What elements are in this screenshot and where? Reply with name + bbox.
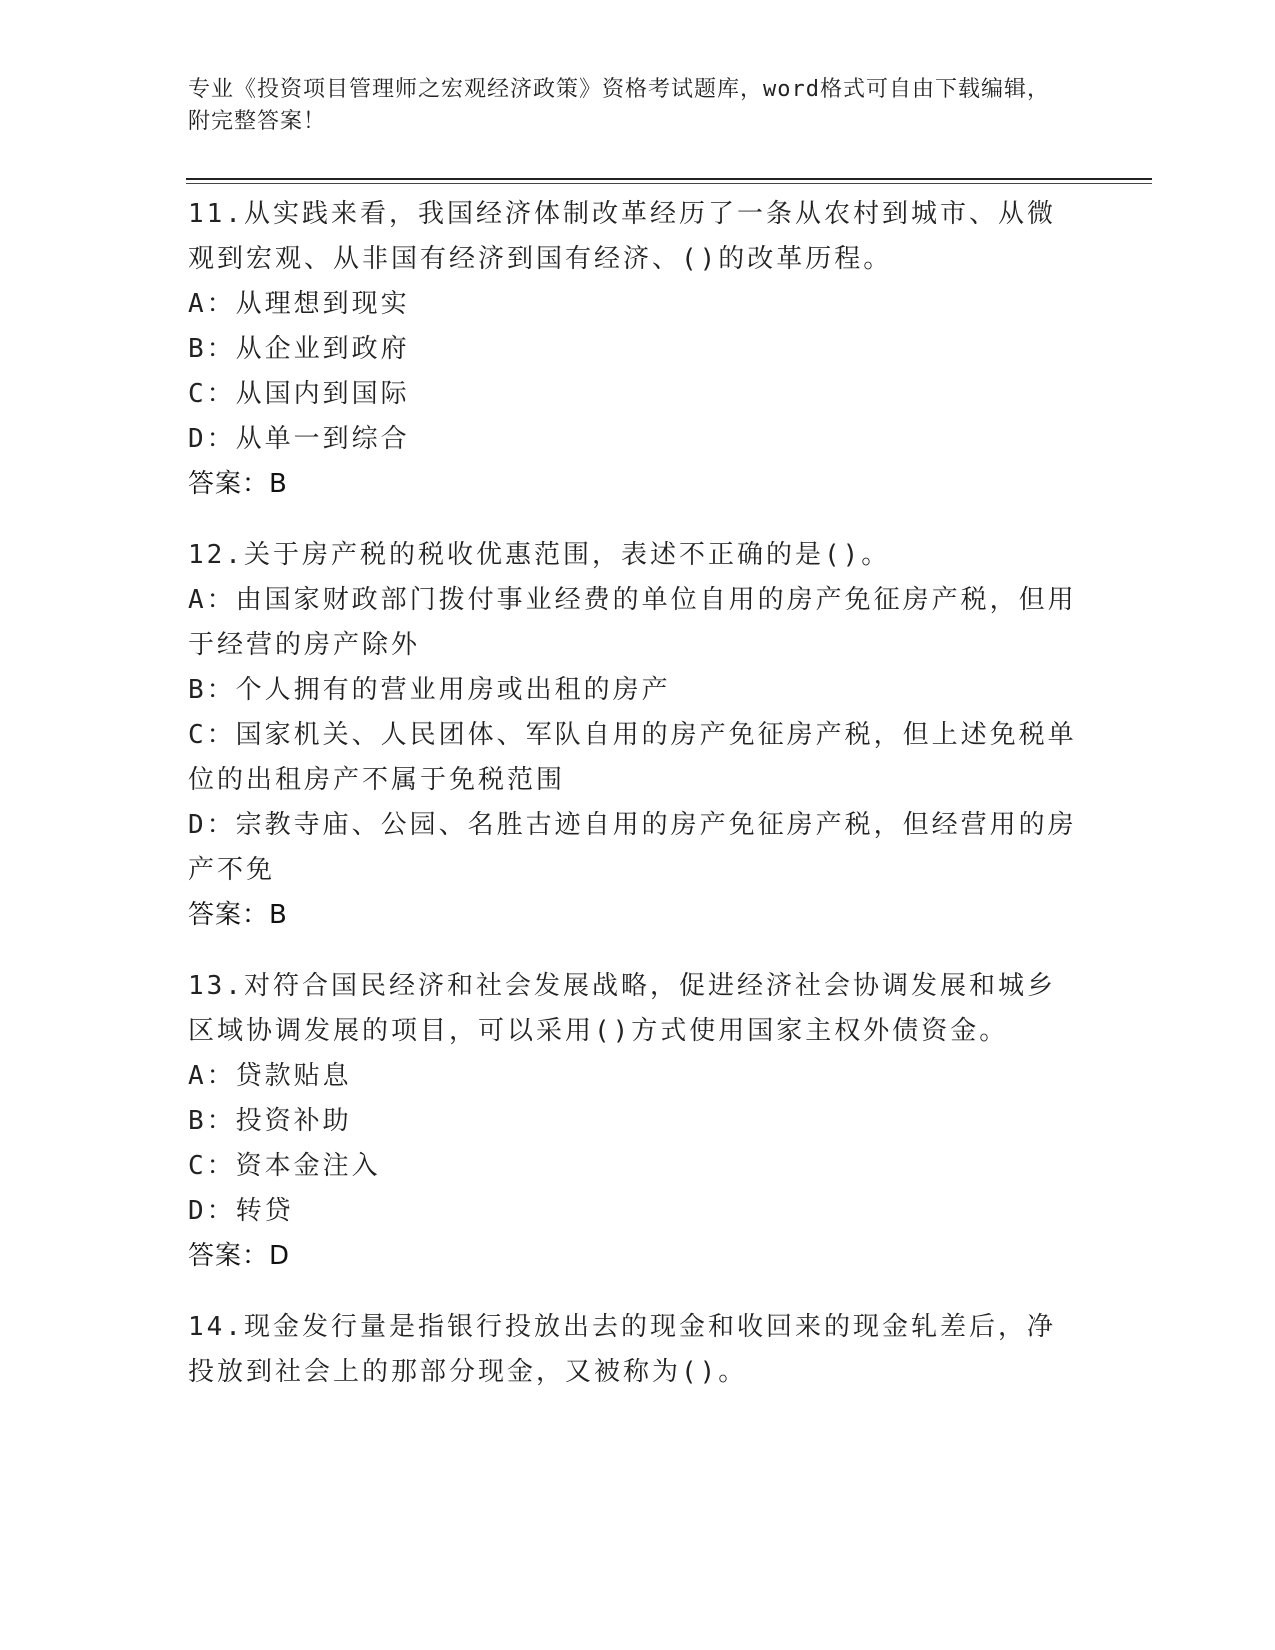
option-d: D：从单一到综合 [188,424,410,454]
question-11 [188,192,1078,507]
question-13 [188,964,1078,1279]
option-b: B：投资补助 [188,1106,352,1136]
option-b: B：从企业到政府 [188,334,410,364]
answer-line: 答案：B [188,900,288,930]
question-stem: 11.从实践来看，我国经济体制改革经历了一条从农村到城市、从微观到宏观、从非国有经济到国有经济、()的改革历程。 [188,199,1056,274]
question-stem: 12.关于房产税的税收优惠范围，表述不正确的是()。 [188,540,891,570]
option-b: B：个人拥有的营业用房或出租的房产 [188,675,671,705]
answer-line: 答案：B [188,469,288,499]
header-divider-thin [186,183,1152,184]
option-d: D：宗教寺庙、公园、名胜古迹自用的房产免征房产税，但经营用的房产不免 [188,810,1077,885]
option-c: C：从国内到国际 [188,379,410,409]
option-a: A：贷款贴息 [188,1061,352,1091]
option-c: C：资本金注入 [188,1151,381,1181]
document-header: 专业《投资项目管理师之宏观经济政策》资格考试题库，word格式可自由下载编辑，附完整答案！ [188,77,1050,134]
header-divider-thick [186,178,1152,180]
option-a: A：由国家财政部门拨付事业经费的单位自用的房产免征房产税，但用于经营的房产除外 [188,585,1077,660]
option-d: D：转贷 [188,1196,294,1226]
question-stem: 14.现金发行量是指银行投放出去的现金和收回来的现金轧差后，净投放到社会上的那部分现金，又被称为()。 [188,1312,1056,1387]
question-stem: 13.对符合国民经济和社会发展战略，促进经济社会协调发展和城乡区域协调发展的项目，可以采用()方式使用国家主权外债资金。 [188,971,1056,1046]
option-c: C：国家机关、人民团体、军队自用的房产免征房产税，但上述免税单位的出租房产不属于免税范围 [188,720,1077,795]
question-12 [188,533,1078,938]
answer-line: 答案：D [188,1241,291,1271]
question-list [188,192,1078,1421]
question-14 [188,1305,1078,1395]
option-a: A：从理想到现实 [188,289,410,319]
